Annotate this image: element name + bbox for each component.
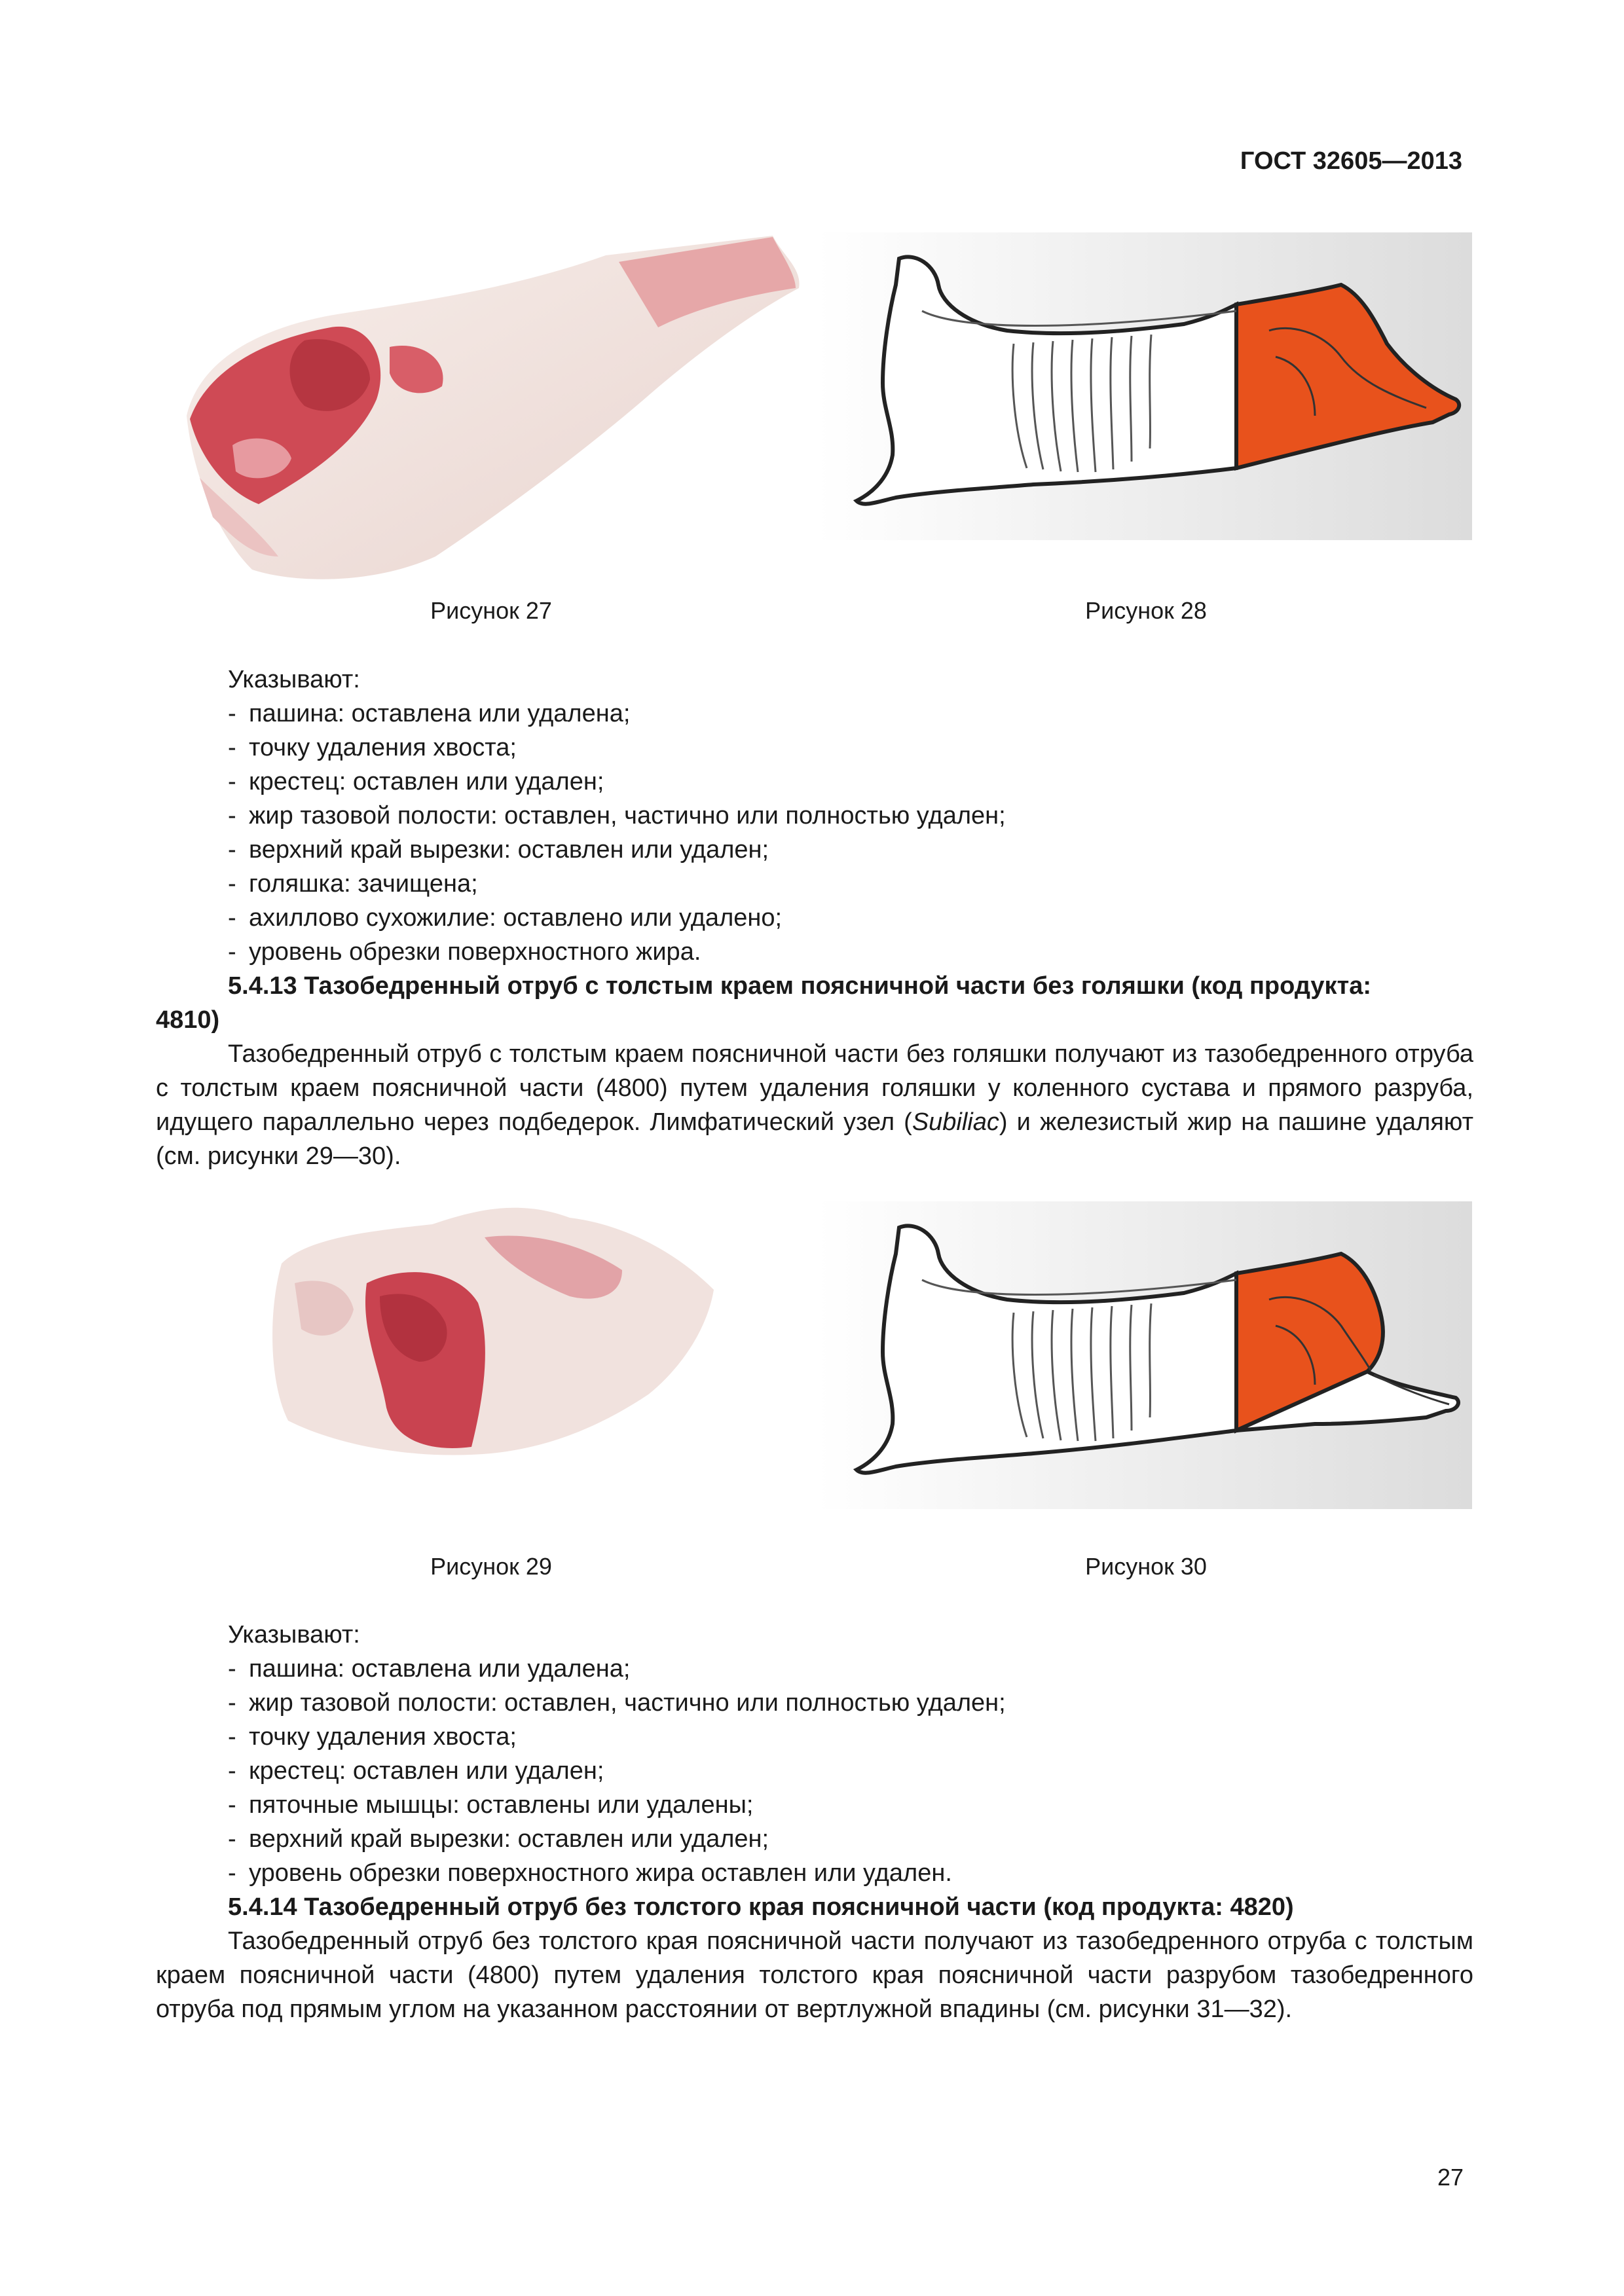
list-item: - жир тазовой полости: оставлен, частично или полностью удален; (228, 802, 1006, 829)
list-1-intro: Указывают: (228, 666, 360, 693)
list-item: - уровень обрезки поверхностного жира оставлен или удален. (228, 1859, 952, 1887)
figure-28-caption: Рисунок 28 (1085, 597, 1207, 624)
list-item: - верхний край вырезки: оставлен или удален; (228, 1825, 769, 1853)
list-item: - пяточные мышцы: оставлены или удалены; (228, 1791, 754, 1819)
list-item: - верхний край вырезки: оставлен или удален; (228, 836, 769, 864)
list-item: - пашина: оставлена или удалена; (228, 700, 631, 727)
list-1 (156, 663, 1473, 1173)
list-item: - голяшка: зачищена; (228, 870, 478, 898)
list-item: - ахиллово сухожилие: оставлено или удалено; (228, 904, 783, 932)
list-item: - жир тазовой полости: оставлен, частично или полностью удален; (228, 1689, 1006, 1717)
figure-30-carcass-diagram (817, 1201, 1472, 1509)
list-item: - крестец: оставлен или удален; (228, 768, 604, 795)
section-5413-paragraph: Тазобедренный отруб с толстым краем поясничной части без голяшки получают из тазобедренного отруба с толстым краем поясничной части (4800) путем удаления голяшки у коленного сустава и прямого разруба, идущего параллельно через подбедерок. Лимфатический узел (Subiliac) и железистый жир на пашине удаляют (см. рисунки 29—30). (156, 1040, 1473, 1170)
figure-29-caption: Рисунок 29 (430, 1553, 552, 1580)
list-item: - крестец: оставлен или удален; (228, 1757, 604, 1785)
section-5413-heading-cont: 4810) (156, 1006, 220, 1034)
document-code: ГОСТ 32605—2013 (1240, 147, 1462, 175)
figure-30-caption: Рисунок 30 (1085, 1553, 1207, 1580)
list-item: - пашина: оставлена или удалена; (228, 1655, 631, 1683)
list-item: - точку удаления хвоста; (228, 1723, 517, 1751)
section-5414-paragraph: Тазобедренный отруб без толстого края поясничной части получают из тазобедренного отруба с толстым краем поясничной части (4800) путем удаления толстого края поясничной части разрубом тазобедренного отруба под прямым углом на указанном расстоянии от вертлужной впадины (см. рисунки 31—32). (156, 1927, 1473, 2023)
figure-28-carcass-diagram (817, 232, 1472, 540)
list-item: - точку удаления хвоста; (228, 734, 517, 761)
list-2-intro: Указывают: (228, 1621, 360, 1649)
figure-27-meat-image (174, 229, 812, 586)
list-item: - уровень обрезки поверхностного жира. (228, 938, 701, 966)
figure-29-meat-image (255, 1198, 727, 1473)
section-5413-heading: 5.4.13 Тазобедренный отруб с толстым краем поясничной части без голяшки (код продукта: (228, 972, 1371, 1000)
section-5414-heading: 5.4.14 Тазобедренный отруб без толстого края поясничной части (код продукта: 4820) (228, 1893, 1294, 1921)
page-number: 27 (1437, 2164, 1464, 2191)
figure-27-caption: Рисунок 27 (430, 597, 552, 624)
list-2 (156, 1618, 1473, 2026)
